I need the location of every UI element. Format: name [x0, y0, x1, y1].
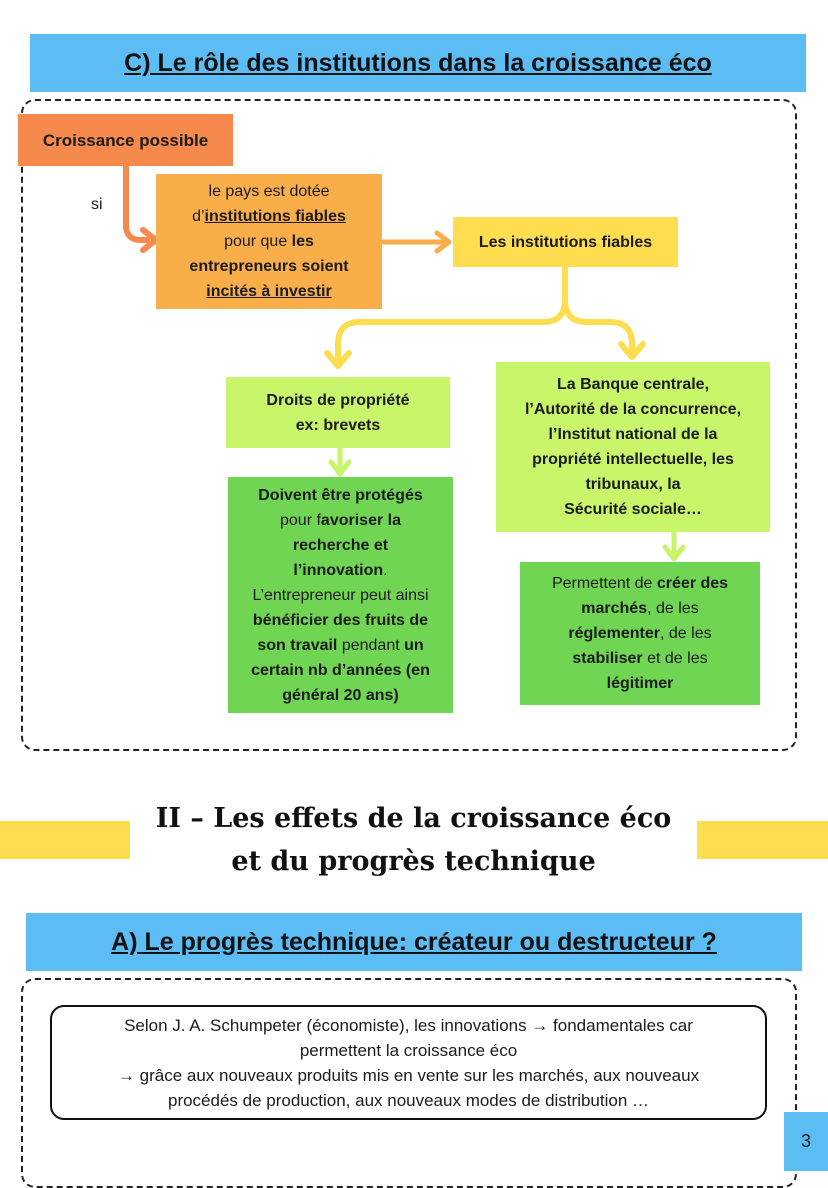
protect-line-1: Doivent être protégés — [258, 486, 423, 504]
markets-line-4: stabiliser et de les — [572, 650, 708, 667]
si-label: si — [91, 196, 103, 213]
page-number: 3 — [800, 1131, 811, 1151]
note-line-4: procédés de production, aux nouveaux modes de distribution … — [167, 1090, 650, 1110]
condition-line-2: d’institutions fiables — [192, 208, 346, 225]
bodies-line-6: Sécurité sociale… — [564, 501, 702, 518]
growth-possible-box — [18, 114, 233, 166]
property-line-1: Droits de propriété — [266, 391, 410, 409]
protect-line-8: certain nb d’années (en — [251, 661, 430, 679]
condition-line-3: pour que les — [224, 233, 314, 250]
bodies-line-1: La Banque centrale, — [556, 376, 710, 393]
bodies-line-2: l’Autorité de la concurrence, — [524, 401, 742, 418]
section-a-title: A) Le progrès technique: créateur ou destructeur ? — [111, 927, 717, 956]
protect-line-4: l’innovation. — [293, 561, 388, 579]
section-2-heading — [130, 797, 697, 883]
markets-line-3: réglementer, de les — [568, 625, 712, 642]
page-number-badge — [784, 1112, 828, 1171]
property-line-2: ex: brevets — [295, 416, 381, 434]
yellow-bar-left — [0, 821, 130, 859]
note-line-3: → grâce aux nouveaux produits mis en vente sur les marchés, aux nouveaux — [117, 1065, 700, 1085]
condition-line-4: entrepreneurs soient — [189, 258, 349, 275]
section-2-line-2: et du progrès technique — [231, 846, 596, 877]
protect-line-3: recherche et — [292, 536, 389, 554]
bodies-line-4: propriété intellectuelle, les — [532, 451, 734, 468]
markets-box — [520, 562, 760, 705]
condition-line-5: incités à investir — [206, 283, 332, 300]
protect-line-6: bénéficier des fruits de — [252, 611, 429, 629]
section-2-line-1: II – Les effets de la croissance éco — [155, 803, 672, 834]
markets-line-5: légitimer — [606, 675, 674, 692]
note-line-2: permettent la croissance éco — [299, 1040, 518, 1060]
protect-line-9: général 20 ans) — [282, 686, 399, 704]
protect-line-2: pour favoriser la — [280, 511, 401, 529]
bodies-line-3: l’Institut national de la — [548, 426, 718, 443]
institution-bodies-box — [496, 362, 770, 532]
condition-box — [156, 174, 382, 309]
section-c-title: C) Le rôle des institutions dans la croissance éco — [124, 48, 712, 77]
protect-line-7: son travail pendant un — [257, 636, 424, 654]
yellow-bar-right — [697, 821, 828, 859]
protect-line-5: L’entrepreneur peut ainsi — [252, 586, 429, 604]
property-rights-box — [226, 377, 450, 448]
markets-line-1: Permettent de créer des — [551, 575, 729, 592]
markets-line-2: marchés, de les — [581, 600, 699, 617]
section-a-title-banner — [26, 913, 802, 971]
condition-line-1: le pays est dotée — [208, 183, 330, 200]
reliable-institutions-label: Les institutions fiables — [478, 233, 653, 251]
note-line-1: Selon J. A. Schumpeter (économiste), les innovations → fondamentales car — [124, 1015, 693, 1035]
reliable-institutions-box — [453, 217, 678, 267]
protection-box — [228, 477, 453, 713]
schumpeter-note — [50, 1005, 767, 1120]
bodies-line-5: tribunaux, la — [585, 476, 681, 493]
growth-possible-label: Croissance possible — [42, 130, 209, 150]
